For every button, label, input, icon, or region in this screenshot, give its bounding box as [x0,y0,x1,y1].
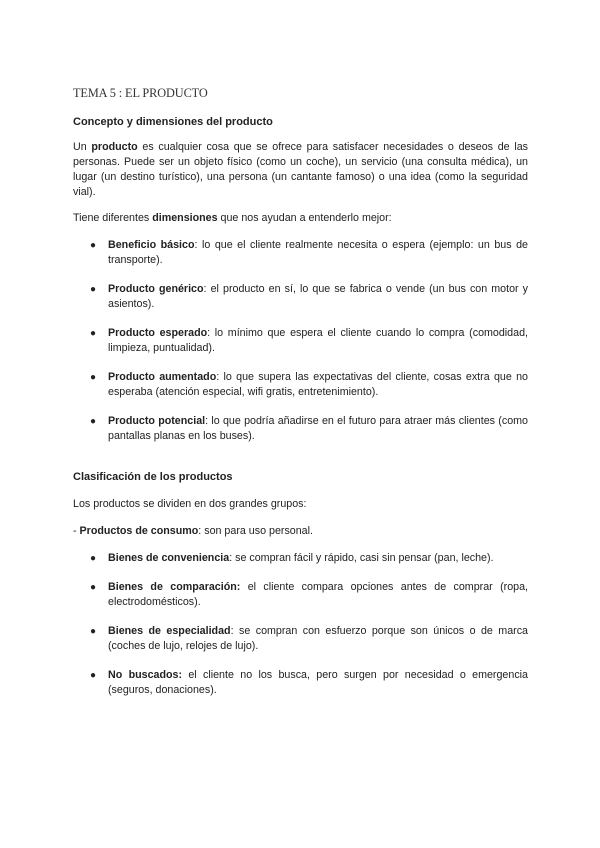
item-text: : lo que podría añadirse en el futuro para atraer más clientes (como pantallas planas en los buses). [108,415,528,442]
list-item [73,370,528,400]
list-item [73,238,528,268]
item-text: : lo mínimo que espera el cliente cuando lo compra (comodidad, limpieza, puntualidad). [108,327,528,354]
bullet-icon: ● [90,416,97,427]
list-item [73,624,528,654]
dims-term: dimensiones [152,212,218,224]
list-item [73,414,528,444]
bullet-icon: ● [90,372,97,383]
bullet-icon: ● [90,284,97,295]
dims-text-post: que nos ayudan a entenderlo mejor: [217,212,392,224]
item-term: Bienes de conveniencia [108,552,230,564]
dimensions-list [73,238,528,458]
item-term: Producto potencial [108,415,206,427]
group-line-consumo [73,524,313,539]
group-dash: - [73,525,80,537]
section-heading-concepto: Concepto y dimensiones del producto [73,116,273,128]
group-term: Productos de consumo [79,525,199,537]
item-term: Producto genérico [108,283,204,295]
list-item [73,326,528,356]
item-text: : se compran fácil y rápido, casi sin pensar (pan, leche). [229,552,494,564]
dimensions-paragraph [73,211,528,226]
list-item [73,551,528,566]
item-term: Bienes de comparación: [108,581,241,593]
intro-paragraph [73,140,528,200]
intro-text-pre: Un [73,141,92,153]
item-term: Bienes de especialidad [108,625,231,637]
bullet-icon: ● [90,626,97,637]
item-text: el cliente compara opciones antes de comprar (ropa, electrodomésticos). [108,581,528,608]
bullet-icon: ● [90,328,97,339]
dims-text-pre: Tiene diferentes [73,212,153,224]
item-term: Producto aumentado [108,371,217,383]
item-text: : se compran con esfuerzo porque son únicos o de marca (coches de lujo, relojes de lujo). [108,625,529,652]
consumo-list [73,551,528,712]
bullet-icon: ● [90,670,97,681]
section-heading-clasificacion: Clasificación de los productos [73,471,233,483]
intro-text-post: es cualquier cosa que se ofrece para satisfacer necesidades o deseos de las personas. Puede ser un objeto físico (como un coche), un servicio (una consulta médica), un lugar (un destino turístico), una persona (un cantante famoso) o una idea (como la seguridad vial). [73,141,528,198]
list-item [73,668,528,698]
list-item [73,580,528,610]
intro-term: producto [91,141,138,153]
item-term: No buscados: [108,669,183,681]
bullet-icon: ● [90,240,97,251]
classification-intro: Los productos se dividen en dos grandes grupos: [73,498,307,510]
item-term: Beneficio básico [108,239,195,251]
item-text: el cliente no los busca, pero surgen por necesidad o emergencia (seguros, donaciones). [108,669,528,696]
page-title: TEMA 5 : EL PRODUCTO [73,86,208,100]
bullet-icon: ● [90,582,97,593]
group-text: : son para uso personal. [198,525,313,537]
item-term: Producto esperado [108,327,208,339]
item-text: : el producto en sí, lo que se fabrica o vende (un bus con motor y asientos). [108,283,529,310]
list-item [73,282,528,312]
bullet-icon: ● [90,553,97,564]
item-text: : lo que el cliente realmente necesita o espera (ejemplo: un bus de transporte). [108,239,528,266]
item-text: : lo que supera las expectativas del cliente, cosas extra que no esperaba (atención especial, wifi gratis, entretenimiento). [108,371,528,398]
